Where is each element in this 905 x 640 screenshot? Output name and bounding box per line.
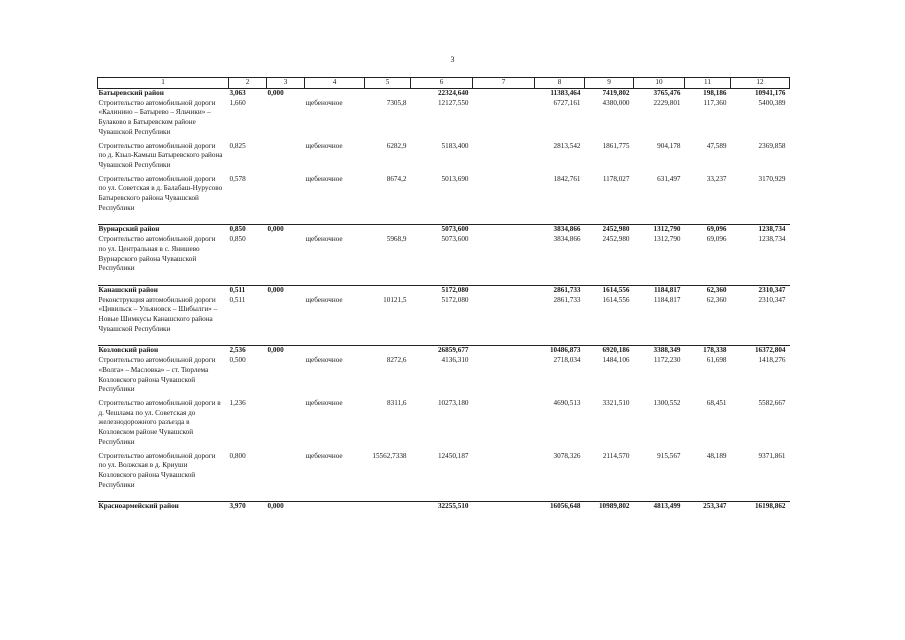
- value-cell-c7: [473, 142, 535, 175]
- value-cell-c2: 0,578: [229, 174, 246, 183]
- column-header-4: 4: [305, 78, 365, 89]
- value-cell-c5: [365, 285, 411, 295]
- object-name-cell: Строительство автомобильной дороги по ул. Советская в д. Балабаш-Нурусово Батыревского района Чувашской Республики: [98, 174, 223, 212]
- value-cell-c4: щебеночное: [305, 356, 343, 365]
- value-cell-c3: [267, 452, 305, 495]
- value-cell-c3: 0,000: [267, 225, 305, 235]
- value-cell-c4: [305, 225, 365, 235]
- value-cell-c4: щебеночное: [305, 141, 343, 150]
- value-cell-c6: 10273,180: [437, 398, 469, 407]
- value-cell-c7: [473, 502, 535, 512]
- spacer-cell: [98, 494, 790, 502]
- value-cell-c4: щебеночное: [305, 398, 343, 407]
- value-cell-c5: 6282,9: [386, 141, 407, 150]
- value-cell-c2: 0,800: [229, 451, 246, 460]
- value-cell-c6: 4136,310: [441, 356, 469, 365]
- value-cell-c12: 10941,176: [754, 89, 786, 97]
- value-cell-c8: 4690,513: [553, 398, 581, 407]
- value-cell-c6: 5073,600: [441, 235, 469, 244]
- value-cell-c5: [365, 502, 411, 512]
- value-cell-c2: 0,825: [229, 141, 246, 150]
- value-cell-c3: 0,000: [267, 89, 284, 97]
- value-cell-c9: 2114,570: [602, 451, 630, 460]
- value-cell-c5: 5968,9: [386, 235, 407, 244]
- column-header-8: 8: [535, 78, 585, 89]
- value-cell-c3: [267, 235, 305, 278]
- value-cell-c3: [267, 356, 305, 399]
- value-cell-c8: 10486,873: [535, 346, 585, 356]
- value-cell-c10: 631,497: [657, 174, 681, 183]
- project-row: [98, 235, 790, 278]
- value-cell-c7: [473, 89, 535, 99]
- value-cell-c11: 48,189: [706, 451, 727, 460]
- value-cell-c9: 7419,802: [602, 89, 630, 97]
- value-cell-c4: [305, 285, 365, 295]
- value-cell-c3: [267, 142, 305, 175]
- value-cell-c6: 32255,510: [411, 502, 473, 512]
- value-cell-c2: 0,850: [229, 235, 246, 244]
- value-cell-c11: 69,096: [685, 225, 731, 235]
- value-cell-c3: 0,000: [267, 502, 305, 512]
- value-cell-c3: [267, 399, 305, 452]
- project-row: [98, 399, 790, 452]
- value-cell-c5: 8311,6: [387, 398, 407, 407]
- value-cell-c10: 1172,230: [653, 356, 681, 365]
- value-cell-c8: 16056,648: [535, 502, 585, 512]
- value-cell-c2: 3,063: [229, 89, 246, 97]
- value-cell-c2: 2,536: [229, 346, 267, 356]
- value-cell-c5: 7305,8: [386, 98, 407, 107]
- value-cell-c11: 253,347: [685, 502, 731, 512]
- value-cell-c2: 3,970: [229, 502, 267, 512]
- value-cell-c12: 9371,861: [758, 451, 786, 460]
- object-name-cell: Строительство автомобильной дороги «Волга» – Масловка» – ст. Тюрлема Козловского района Чувашской Республики: [98, 356, 216, 394]
- column-header-7: 7: [473, 78, 535, 89]
- table-body: [98, 89, 790, 513]
- project-row: [98, 296, 790, 339]
- value-cell-c8: 3834,866: [535, 225, 585, 235]
- value-cell-c10: 1312,790: [653, 235, 681, 244]
- value-cell-c12: 5400,389: [758, 98, 786, 107]
- value-cell-c8: 2813,542: [553, 141, 581, 150]
- column-header-1: 1: [98, 78, 229, 89]
- column-header-11: 11: [685, 78, 731, 89]
- value-cell-c8: 6727,161: [553, 98, 581, 107]
- value-cell-c12: 1418,276: [758, 356, 786, 365]
- value-cell-c5: 8674,2: [386, 174, 407, 183]
- value-cell-c4: [305, 346, 365, 356]
- value-cell-c5: [365, 225, 411, 235]
- district-row: [98, 346, 790, 356]
- value-cell-c7: [473, 225, 535, 235]
- roads-table: [97, 77, 790, 512]
- object-name-cell: Батыревский район: [98, 89, 164, 97]
- value-cell-c5: 10121,5: [383, 295, 407, 304]
- value-cell-c2: 0,500: [229, 356, 246, 365]
- district-row: [98, 89, 790, 99]
- object-name-cell: Вурнарский район: [98, 225, 229, 235]
- value-cell-c6: 5013,690: [441, 174, 469, 183]
- value-cell-c10: 4813,499: [634, 502, 685, 512]
- value-cell-c10: 915,567: [657, 451, 681, 460]
- object-name-cell: Реконструкция автомобильной дороги «Цивильск – Ульяновск – Шибылги» – Новые Шимкусы Канашского района Чувашской Республики: [98, 295, 218, 333]
- spacer-cell: [98, 278, 790, 286]
- value-cell-c12: 5582,667: [758, 398, 786, 407]
- value-cell-c11: 62,360: [706, 295, 727, 304]
- object-name-cell: Строительство автомобильной дороги в д. Чешлама по ул. Советская до железнодорожного разъезда в Козловском районе Чувашской Республики: [98, 398, 221, 446]
- value-cell-c11: 69,096: [706, 235, 727, 244]
- column-header-2: 2: [229, 78, 267, 89]
- district-row: [98, 502, 790, 512]
- value-cell-c4: щебеночное: [305, 295, 343, 304]
- value-cell-c11: 33,237: [706, 174, 727, 183]
- page-number: 3: [450, 55, 455, 64]
- value-cell-c5: 8272,6: [386, 356, 407, 365]
- value-cell-c6: 26859,677: [411, 346, 473, 356]
- value-cell-c9: 1861,775: [602, 141, 630, 150]
- value-cell-c7: [473, 346, 535, 356]
- project-row: [98, 452, 790, 495]
- project-row: [98, 99, 790, 142]
- value-cell-c9: 1614,556: [585, 285, 634, 295]
- value-cell-c10: 1184,817: [653, 295, 681, 304]
- object-name-cell: Строительство автомобильной дороги по ул. Волжская в д. Криуши Козловского района Чувашской Республики: [98, 451, 216, 489]
- value-cell-c6: 5183,400: [441, 141, 469, 150]
- value-cell-c11: 47,589: [706, 141, 727, 150]
- value-cell-c7: [473, 452, 535, 495]
- value-cell-c2: 0,850: [229, 225, 267, 235]
- value-cell-c11: 198,186: [703, 89, 727, 97]
- value-cell-c9: 3321,510: [602, 398, 630, 407]
- value-cell-c10: 1184,817: [634, 285, 685, 295]
- object-name-cell: Строительство автомобильной дороги по д. Кзыл-Камыш Батыревского района Чувашской Республики: [98, 141, 223, 169]
- column-header-6: 6: [411, 78, 473, 89]
- column-header-9: 9: [585, 78, 634, 89]
- value-cell-c9: 1484,106: [602, 356, 630, 365]
- value-cell-c6: 22324,640: [437, 89, 469, 97]
- value-cell-c6: 12127,550: [437, 98, 469, 107]
- value-cell-c8: 1842,761: [553, 174, 581, 183]
- value-cell-c7: [473, 175, 535, 218]
- project-row: [98, 356, 790, 399]
- value-cell-c8: 2718,034: [553, 356, 581, 365]
- column-header-10: 10: [634, 78, 685, 89]
- value-cell-c3: [267, 175, 305, 218]
- value-cell-c4: щебеночное: [305, 235, 343, 244]
- value-cell-c12: 2310,347: [758, 295, 786, 304]
- object-name-cell: Строительство автомобильной дороги по ул. Центральная в с. Янишево Вурнарского района Чувашской Республики: [98, 235, 216, 273]
- value-cell-c7: [473, 235, 535, 278]
- value-cell-c3: 0,000: [267, 346, 305, 356]
- value-cell-c8: 3834,866: [553, 235, 581, 244]
- value-cell-c3: [267, 296, 305, 339]
- object-name-cell: Козловский район: [98, 346, 229, 356]
- column-number-row: [98, 78, 790, 89]
- value-cell-c4: щебеночное: [305, 451, 343, 460]
- value-cell-c6: 5172,080: [411, 285, 473, 295]
- value-cell-c5: [365, 346, 411, 356]
- value-cell-c6: 5073,600: [411, 225, 473, 235]
- value-cell-c8: 3078,326: [553, 451, 581, 460]
- value-cell-c4: [305, 89, 365, 99]
- value-cell-c12: 16372,804: [731, 346, 790, 356]
- value-cell-c9: 10989,802: [585, 502, 634, 512]
- value-cell-c7: [473, 99, 535, 142]
- value-cell-c4: [305, 502, 365, 512]
- column-header-3: 3: [267, 78, 305, 89]
- value-cell-c11: 61,698: [706, 356, 727, 365]
- project-row: [98, 142, 790, 175]
- value-cell-c10: 1300,552: [653, 398, 681, 407]
- value-cell-c12: 2310,347: [731, 285, 790, 295]
- value-cell-c10: 3765,476: [653, 89, 681, 97]
- value-cell-c8: 11383,464: [550, 89, 581, 97]
- value-cell-c9: 2452,980: [585, 225, 634, 235]
- object-name-cell: Строительство автомобильной дороги «Калинино – Батырево – Яльчики» – Булаково в Батыревском районе Чувашской Республики: [98, 98, 216, 136]
- value-cell-c3: 0,000: [267, 285, 305, 295]
- value-cell-c2: 0,511: [229, 295, 246, 304]
- roads-table-container: [97, 77, 789, 512]
- value-cell-c10: 2229,801: [653, 98, 681, 107]
- value-cell-c8: 2861,733: [535, 285, 585, 295]
- value-cell-c2: 1,236: [229, 398, 246, 407]
- section-spacer: [98, 494, 790, 502]
- value-cell-c7: [473, 296, 535, 339]
- value-cell-c6: 5172,080: [441, 295, 469, 304]
- value-cell-c7: [473, 399, 535, 452]
- value-cell-c9: 1614,556: [602, 295, 630, 304]
- value-cell-c6: 12450,187: [437, 451, 469, 460]
- section-spacer: [98, 278, 790, 286]
- value-cell-c10: 3388,349: [634, 346, 685, 356]
- value-cell-c5: 15562,7338: [372, 451, 407, 460]
- value-cell-c10: 1312,790: [634, 225, 685, 235]
- object-name-cell: Красноармейский район: [98, 502, 229, 512]
- value-cell-c9: 2452,980: [602, 235, 630, 244]
- value-cell-c12: 1238,734: [758, 235, 786, 244]
- value-cell-c7: [473, 285, 535, 295]
- value-cell-c5: [365, 89, 411, 99]
- value-cell-c11: 117,360: [703, 98, 727, 107]
- district-row: [98, 225, 790, 235]
- object-name-cell: Канашский район: [98, 285, 229, 295]
- value-cell-c11: 68,451: [706, 398, 727, 407]
- value-cell-c12: 2369,858: [758, 141, 786, 150]
- value-cell-c11: 62,360: [685, 285, 731, 295]
- section-spacer: [98, 217, 790, 225]
- column-header-12: 12: [731, 78, 790, 89]
- value-cell-c12: 3170,929: [758, 174, 786, 183]
- value-cell-c7: [473, 356, 535, 399]
- value-cell-c3: [267, 99, 305, 142]
- value-cell-c4: щебеночное: [305, 98, 343, 107]
- column-header-5: 5: [365, 78, 411, 89]
- value-cell-c10: 904,178: [657, 141, 681, 150]
- value-cell-c4: щебеночное: [305, 174, 343, 183]
- project-row: [98, 175, 790, 218]
- value-cell-c9: 4380,000: [602, 98, 630, 107]
- value-cell-c2: 1,660: [229, 98, 246, 107]
- spacer-cell: [98, 217, 790, 225]
- value-cell-c8: 2861,733: [553, 295, 581, 304]
- district-row: [98, 285, 790, 295]
- value-cell-c12: 1238,734: [731, 225, 790, 235]
- value-cell-c9: 6920,186: [585, 346, 634, 356]
- value-cell-c12: 16198,862: [731, 502, 790, 512]
- value-cell-c9: 1178,027: [602, 174, 630, 183]
- value-cell-c11: 178,338: [685, 346, 731, 356]
- spacer-cell: [98, 338, 790, 346]
- value-cell-c2: 0,511: [229, 285, 267, 295]
- section-spacer: [98, 338, 790, 346]
